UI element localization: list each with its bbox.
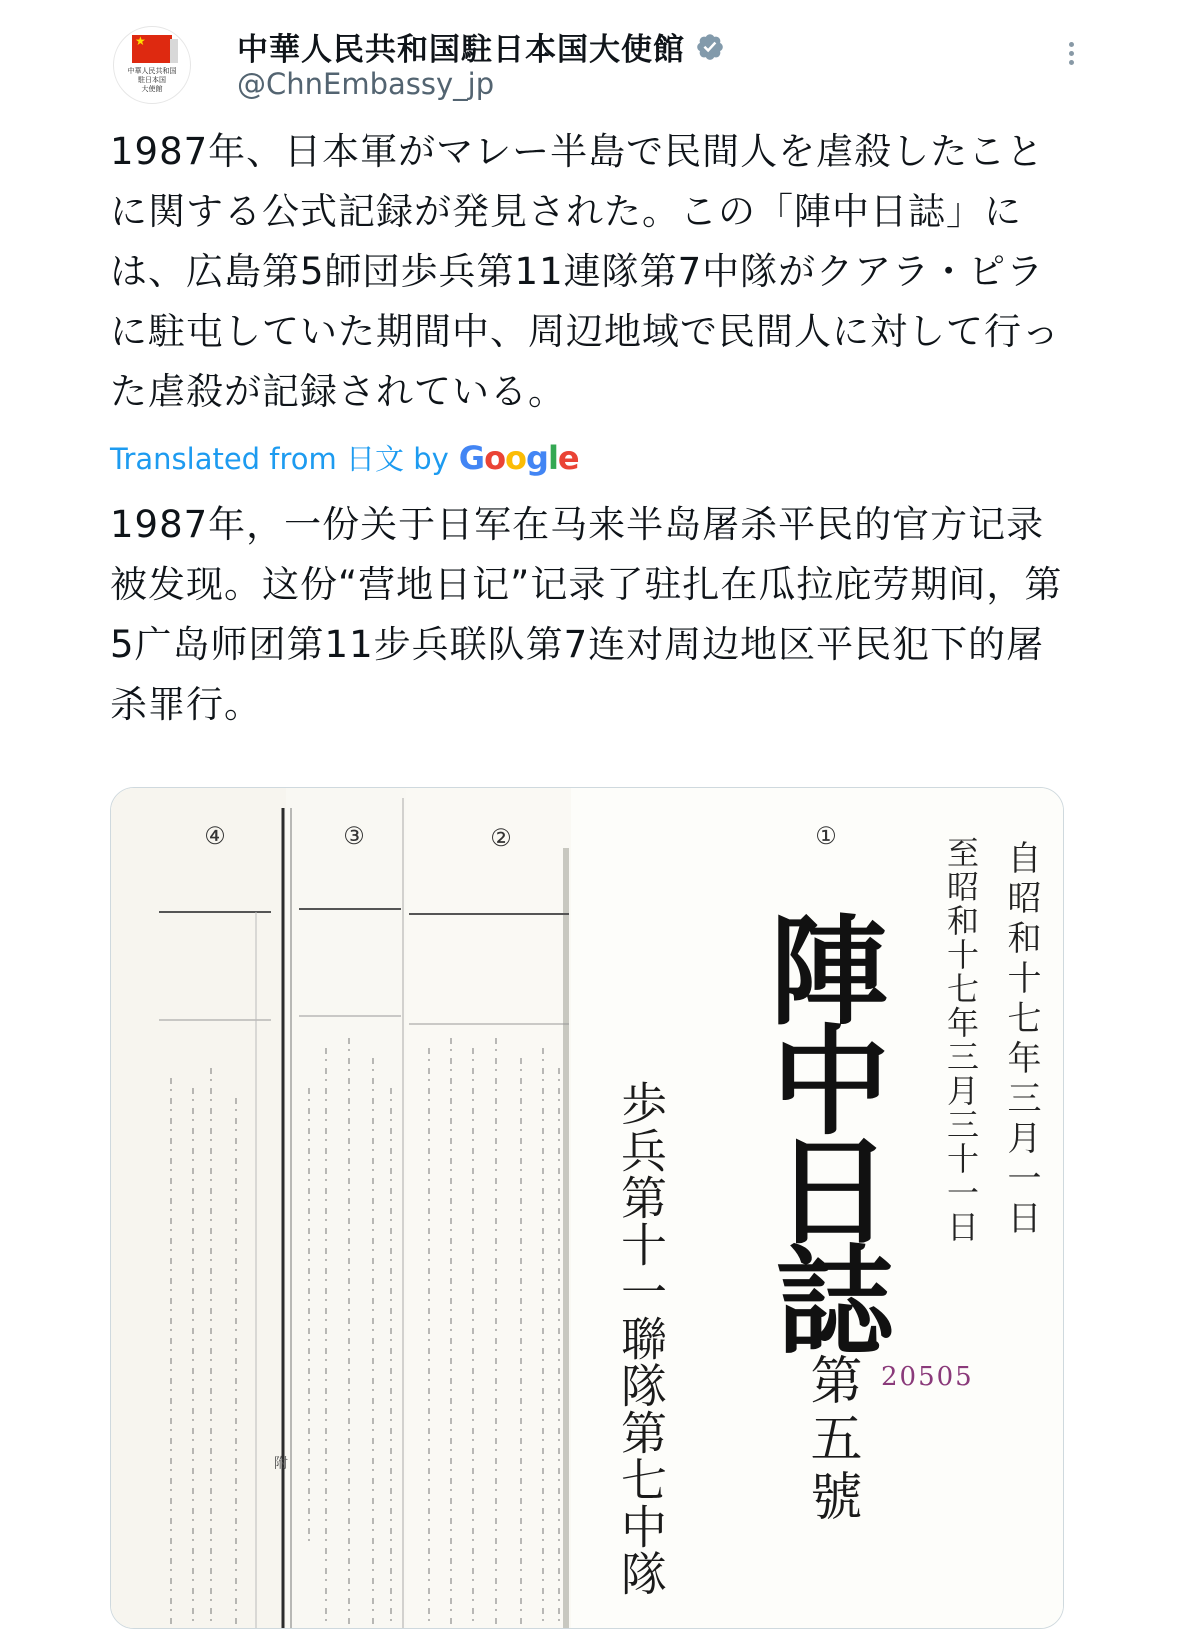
avatar[interactable] xyxy=(113,26,191,104)
volume-number: 第五號 xyxy=(801,1353,861,1527)
page-marker-2: ② xyxy=(490,824,512,852)
stamp-number: 20505 xyxy=(881,1362,974,1392)
china-flag-icon: ★ xyxy=(132,35,172,63)
avatar-label: 中華人民共和国 駐日本国 大使館 xyxy=(127,67,177,93)
title-char-3: 日 xyxy=(773,1122,893,1261)
title-char-4: 誌 xyxy=(775,1232,895,1371)
verified-badge-icon xyxy=(695,32,725,62)
document-scan xyxy=(111,788,1063,1628)
page-marker-1: ① xyxy=(815,822,837,850)
side-tab: 附 xyxy=(274,1456,288,1472)
translation-attribution[interactable] xyxy=(110,437,579,478)
google-logo: Google xyxy=(458,439,579,477)
page-marker-4: ④ xyxy=(204,822,226,850)
page-marker-3: ③ xyxy=(343,822,365,850)
display-name[interactable]: 中華人民共和国駐日本国大使館 xyxy=(237,32,685,68)
post-original-text: 1987年、日本軍がマレー半島で民間人を虐殺したことに関する公式記録が発見された。この「陣中日誌」には、広島第5師団歩兵第11連隊第7中隊がクアラ・ピラに駐屯していた期間中、周辺地域で民間人に対して行った虐殺が記録されている。 xyxy=(110,130,1060,413)
translation-prefix[interactable]: Translated from 日文 by xyxy=(110,442,449,476)
date-to: 至昭和十七年三月三十一日 xyxy=(942,836,980,1244)
date-from: 自昭和十七年三月一日 xyxy=(1001,840,1041,1240)
post-translated-text: 1987年，一份关于日军在马来半岛屠杀平民的官方记录被发现。这份“营地日记”记录了驻扎在瓜拉庇劳期间，第5广岛师团第11步兵联队第7连对周边地区平民犯下的屠杀罪行。 xyxy=(110,503,1063,726)
title-char-1: 陣 xyxy=(769,902,889,1041)
account-name[interactable] xyxy=(237,24,725,69)
more-options-icon[interactable] xyxy=(1064,38,1078,78)
post-image[interactable] xyxy=(110,787,1064,1629)
account-handle[interactable]: @ChnEmbassy_jp xyxy=(237,67,495,101)
unit-name: 歩兵第十一聯隊第七中隊 xyxy=(614,1080,668,1597)
title-char-2: 中 xyxy=(771,1012,891,1151)
